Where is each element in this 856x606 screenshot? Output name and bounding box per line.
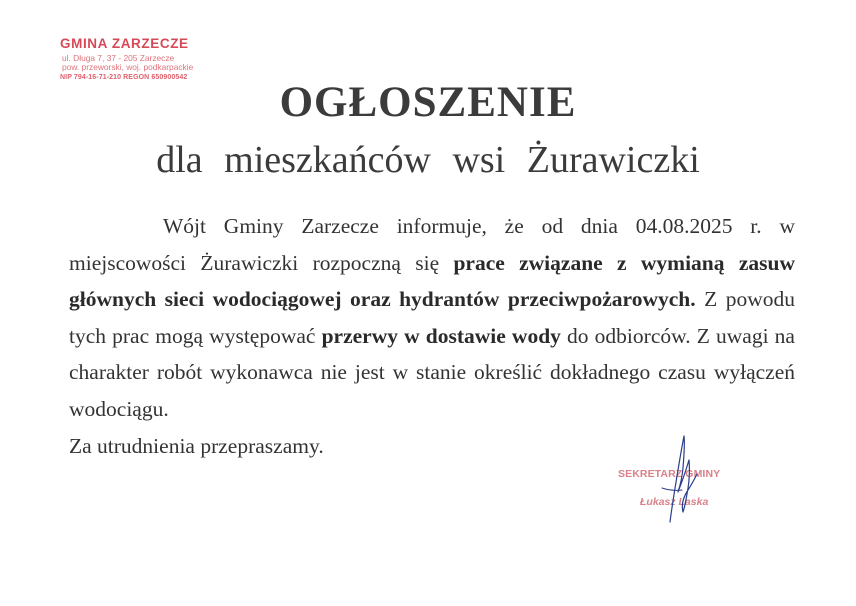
notice-subtitle: dla mieszkańców wsi Żurawiczki	[156, 139, 700, 181]
notice-bold-interruptions: przerwy w dostawie wody	[321, 323, 561, 348]
stamp-address-region: pow. przeworski, woj. podkarpackie	[62, 61, 194, 72]
stamp-address-street: ul. Długa 7, 37 - 205 Zarzecze	[62, 52, 175, 63]
notice-text-part1: Wójt Gminy Zarzecze informuje, że od dnia 04.08.2025 r. w miejscowości Żurawiczki rozpoczną się	[69, 214, 795, 275]
secretary-stamp-name: Łukasz Laska	[640, 496, 709, 508]
notice-title: OGŁOSZENIE	[279, 79, 577, 126]
notice-text-part3: do odbiorców. Z uwagi na charakter robót wykonawca nie jest w stanie określić dokładnego czasu wyłączeń wodociągu.	[69, 323, 795, 421]
municipal-stamp	[60, 37, 210, 81]
notice-closing: Za utrudnienia przepraszamy.	[69, 433, 324, 458]
secretary-stamp-title: SEKRETARZ GMINY	[618, 468, 721, 480]
notice-paragraph	[69, 208, 795, 428]
stamp-municipality-name: GMINA ZARZECZE	[60, 36, 189, 51]
notice-text-part2: Z powodu tych prac mogą występować	[69, 287, 795, 348]
secretary-signature-block	[612, 426, 752, 526]
stamp-tax-ids: NIP 794-16-71-210 REGON 650900542	[60, 74, 188, 82]
notice-bold-works: prace związane z wymianą zasuw głównych sieci wodociągowej oraz hydrantów przeciwpożarowych.	[69, 250, 795, 312]
handwritten-signature	[612, 426, 752, 526]
